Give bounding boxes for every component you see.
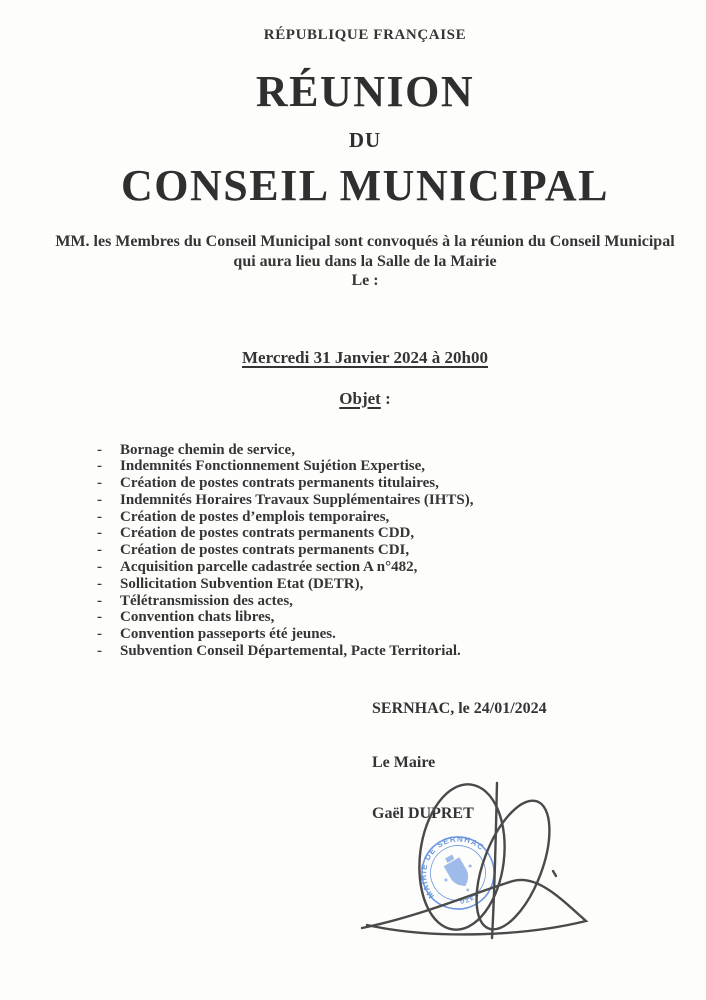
object-label: Objet bbox=[339, 388, 381, 408]
agenda-item bbox=[97, 442, 706, 459]
signature-loop-right bbox=[462, 791, 565, 939]
agenda-item-text: Création de postes d’emplois temporaires, bbox=[120, 508, 390, 525]
dash-marker: - bbox=[97, 491, 102, 508]
dash-marker: - bbox=[97, 559, 102, 576]
document-title-conseil-municipal: CONSEIL MUNICIPAL bbox=[121, 161, 609, 210]
meeting-datetime-text: Mercredi 31 Janvier 2024 à 20h00 bbox=[241, 347, 488, 367]
dash-marker: - bbox=[97, 508, 102, 525]
object-heading bbox=[24, 389, 706, 409]
signature-strokes bbox=[362, 779, 586, 938]
agenda-item bbox=[97, 475, 706, 492]
signature-flourish-stroke bbox=[362, 880, 586, 935]
republic-heading: RÉPUBLIQUE FRANÇAISE bbox=[263, 27, 467, 43]
signature-pen-dot bbox=[553, 871, 556, 876]
agenda-item bbox=[97, 542, 706, 559]
agenda-item-text: Acquisition parcelle cadastrée section A n°482, bbox=[120, 559, 418, 576]
agenda-item-text: Création de postes contrats permanents titulaires, bbox=[120, 475, 439, 492]
agenda-item bbox=[97, 525, 706, 542]
agenda-item bbox=[97, 593, 706, 610]
agenda-item bbox=[97, 576, 706, 593]
object-suffix: : bbox=[380, 388, 391, 408]
dash-marker: - bbox=[97, 626, 102, 643]
agenda-item-text: Création de postes contrats permanents CDD, bbox=[120, 525, 415, 542]
dash-marker: - bbox=[97, 643, 102, 660]
signatory-title: Le Maire bbox=[372, 753, 436, 771]
agenda-item-text: Indemnités Horaires Travaux Supplémentaires (IHTS), bbox=[120, 491, 474, 508]
convocation-le-label: Le : bbox=[351, 272, 379, 289]
agenda-item bbox=[97, 609, 706, 626]
place-and-date: SERNHAC, le 24/01/2024 bbox=[372, 699, 547, 717]
dash-marker: - bbox=[97, 575, 102, 592]
agenda-item-text: Convention chats libres, bbox=[120, 609, 275, 626]
dash-marker: - bbox=[97, 441, 102, 458]
dash-marker: - bbox=[97, 475, 102, 492]
agenda-item bbox=[97, 492, 706, 509]
agenda-item bbox=[97, 626, 706, 643]
signatory-name: Gaël DUPRET bbox=[372, 804, 474, 822]
handwritten-signature bbox=[350, 765, 610, 950]
agenda-item-text: Subvention Conseil Départemental, Pacte Territorial. bbox=[120, 643, 461, 660]
document-title-reunion: RÉUNION bbox=[255, 67, 475, 116]
dash-marker: - bbox=[97, 542, 102, 559]
signature-vertical-stroke bbox=[492, 783, 497, 938]
agenda-item bbox=[97, 509, 706, 526]
stamp-bottom-text: UZÈS bbox=[459, 891, 482, 906]
agenda-item-text: Bornage chemin de service, bbox=[120, 441, 295, 458]
convocation-paragraph: MM. les Membres du Conseil Municipal sont convoqués à la réunion du Conseil Municipal qui aura lieu dans la Salle de la Mairie bbox=[55, 233, 675, 270]
agenda-item bbox=[97, 559, 706, 576]
agenda-item-text: Télétransmission des actes, bbox=[120, 592, 293, 609]
agenda-item-text: Convention passeports été jeunes. bbox=[120, 626, 336, 643]
agenda-item-text: Création de postes contrats permanents CDI, bbox=[120, 542, 410, 559]
stamp-top-text: MAIRIE DE SERNHAC bbox=[418, 834, 487, 901]
agenda-item-text: Indemnités Fonctionnement Sujétion Expertise, bbox=[120, 458, 425, 475]
dash-marker: - bbox=[97, 609, 102, 626]
dash-marker: - bbox=[97, 458, 102, 475]
agenda-item-text: Sollicitation Subvention Etat (DETR), bbox=[120, 575, 364, 592]
dash-marker: - bbox=[97, 592, 102, 609]
agenda-item bbox=[97, 458, 706, 475]
agenda-list bbox=[24, 442, 706, 660]
dash-marker: - bbox=[97, 525, 102, 542]
agenda-item bbox=[97, 643, 706, 660]
document-title-du: DU bbox=[348, 128, 382, 152]
meeting-datetime bbox=[24, 348, 706, 368]
